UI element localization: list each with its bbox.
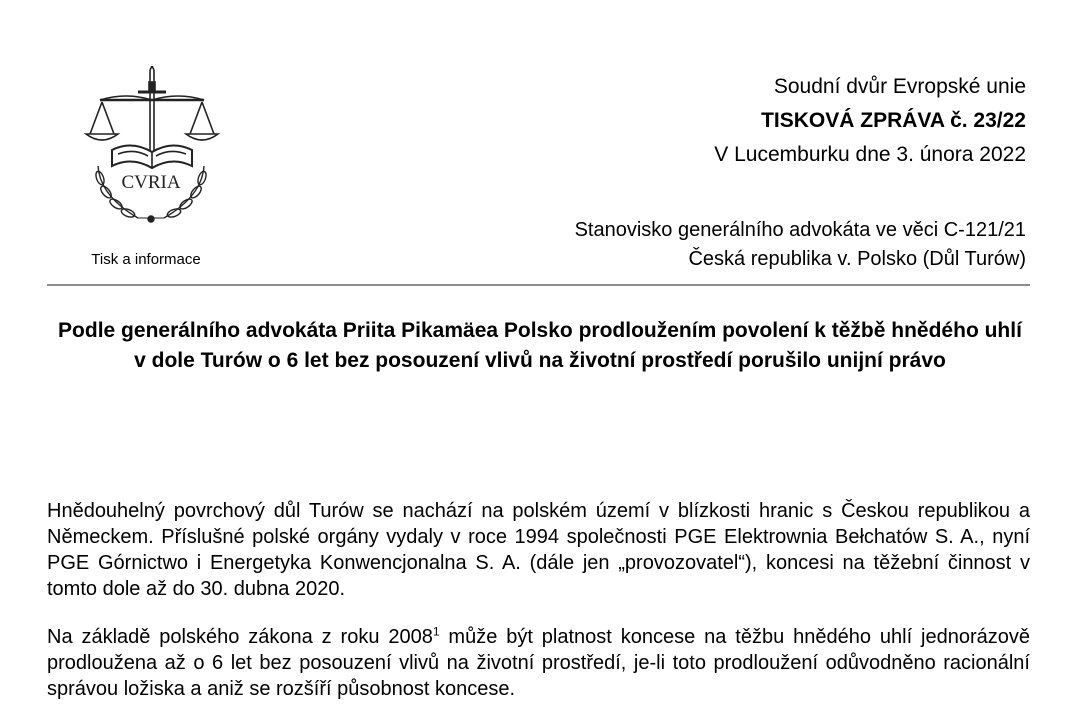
paragraph-text: může být platnost koncese na těžbu hnědého uhlí jednorázově prodloužena až o 6 let bez posouzení vlivů na životní prostředí, je-li toto prodloužení odůvodněno racionální správou ložiska a aniž se rozšíří působnost koncese.	[47, 626, 1030, 700]
case-line-opinion: Stanovisko generálního advokáta ve věci C-121/21	[574, 219, 1026, 241]
scales-icon	[86, 96, 218, 140]
court-name: Soudní dvůr Evropské unie	[773, 75, 1026, 98]
paragraph	[47, 624, 1030, 702]
case-line-parties: Česká republika v. Polsko (Důl Turów)	[688, 248, 1026, 270]
cvria-emblem-logo	[78, 66, 224, 226]
place-and-date: V Lucemburku dne 3. února 2022	[714, 143, 1026, 166]
cvria-logo-text: CVRIA	[121, 172, 181, 193]
case-reference	[575, 216, 1026, 274]
press-release-number: TISKOVÁ ZPRÁVA č. 23/22	[761, 109, 1026, 132]
footnote-reference[interactable]: 1	[432, 624, 440, 639]
press-release-headline: Podle generálního advokáta Priita Pikamäea Polsko prodloužením povolení k těžbě hnědého uhlí v dole Turów o 6 let bez posouzení vlivů na životní prostředí porušilo unijní právo	[58, 319, 1022, 372]
open-book-icon	[112, 145, 192, 168]
body-text	[47, 498, 1030, 724]
paragraph-text: Na základě polského zákona z roku 2008	[47, 626, 433, 648]
sword-icon	[138, 66, 166, 158]
department-label: Tisk a informace	[91, 251, 201, 268]
release-header	[714, 70, 1026, 172]
paragraph: Hnědouhelný povrchový důl Turów se nachází na polském území v blízkosti hranic s Českou republikou a Německem. Příslušné polské orgány vydaly v roce 1994 společnosti PGE Elektrownia Bełchatów S. A., nyní PGE Górnictwo i Energetyka Konwencjonalna S. A. (dále jen „provozovatel“), koncesi na těžební činnost v tomto dole až do 30. dubna 2020.	[47, 500, 1030, 600]
header-divider	[47, 284, 1030, 286]
